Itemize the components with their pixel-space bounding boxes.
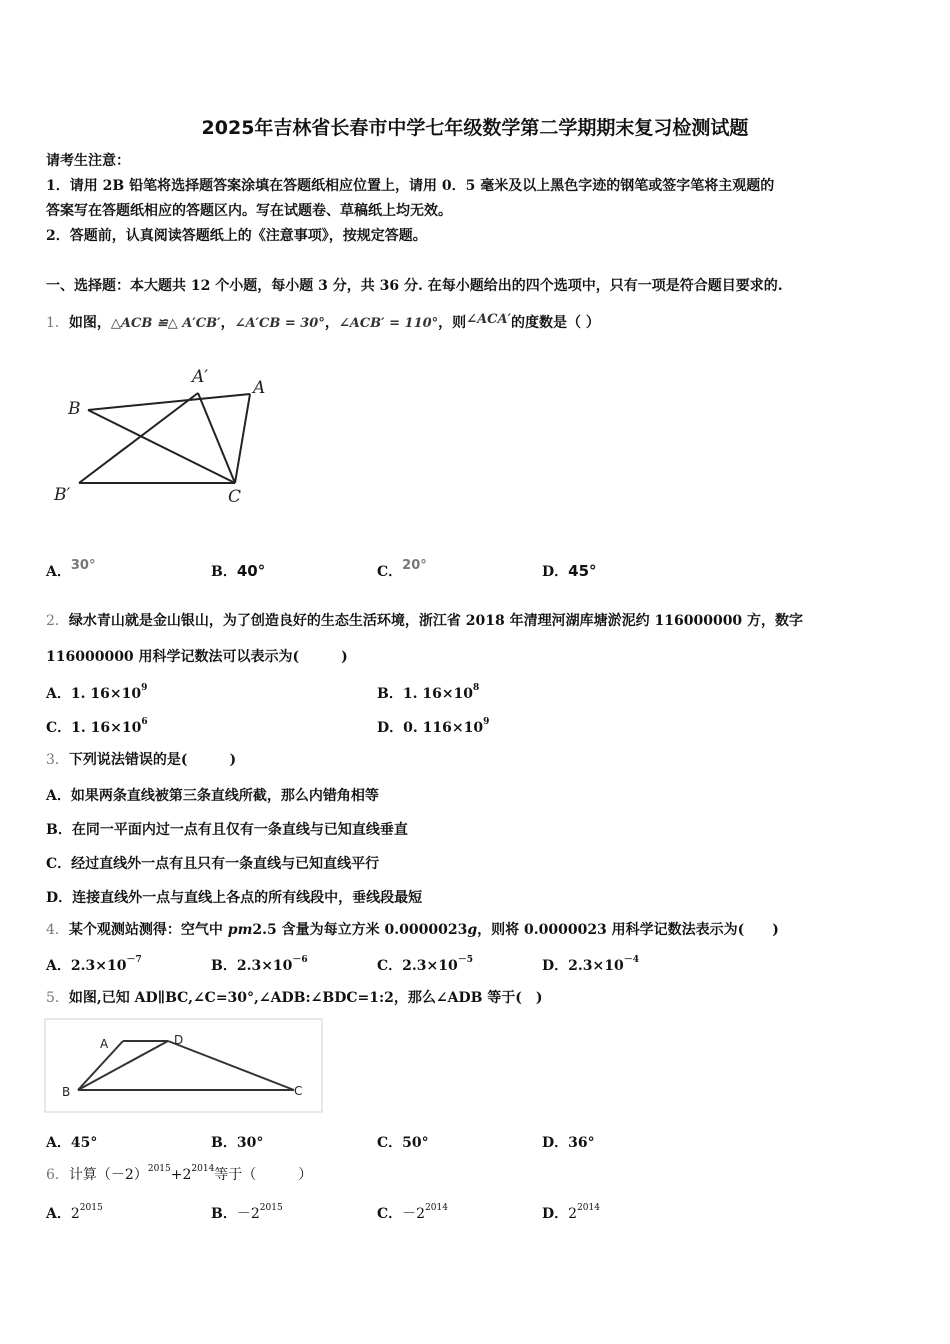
notice-line-1b: 答案写在答题纸相应的答题区内。写在试题卷、草稿纸上均无效。: [46, 203, 452, 219]
question-5: 5．如图,已知 AD∥BC,∠C=30°,∠ADB:∠BDC=1:2，那么∠ADB 等于( ): [46, 990, 543, 1006]
q3-option-b[interactable]: B．在同一平面内过一点有且仅有一条直线与已知直线垂直: [46, 822, 408, 838]
q5-trapezoid-figure: [44, 1018, 324, 1114]
q1-option-c[interactable]: C．20°: [377, 558, 427, 580]
notice-heading: 请考生注意：: [46, 153, 130, 169]
notice-line-1a: 1．请用 2B 铅笔将选择题答案涂填在答题纸相应位置上，请用 0．5 毫米及以上黑色字迹的钢笔或签字笔将主观题的: [46, 178, 775, 194]
q4-option-c[interactable]: C．$2.3\times 10^{-5}$: [377, 955, 473, 974]
q1-option-d[interactable]: D．45°: [542, 562, 597, 580]
question-number: 2．: [46, 613, 69, 629]
q6-option-a[interactable]: A．$2^{2015}$: [46, 1203, 103, 1222]
label-c: C: [294, 1084, 303, 1098]
question-2-line-1: 2．绿水青山就是金山银山，为了创造良好的生态生活环境，浙江省 2018 年清理河湖库塘淤泥约 116000000 方，数字: [46, 613, 804, 629]
q2-option-b[interactable]: B．1. $16\times 10^8$: [377, 683, 480, 702]
label-d: D: [174, 1033, 184, 1047]
label-b-prime: B′: [54, 485, 71, 505]
page-title: 2025年吉林省长春市中学七年级数学第二学期期末复习检测试题: [201, 117, 749, 139]
q3-option-d[interactable]: D．连接直线外一点与直线上各点的所有线段中，垂线段最短: [46, 890, 423, 906]
q5-option-b[interactable]: B．30°: [211, 1135, 264, 1151]
label-a: A: [253, 378, 266, 398]
question-1: 1．如图，△ACB ≌△ A′CB′，∠A′CB = 30°，∠ACB′ = 110°，则∠ACA′的度数是（ ）: [46, 312, 600, 331]
q6-option-b[interactable]: B．$-2^{2015}$: [211, 1203, 283, 1222]
q6-option-d[interactable]: D．$2^{2014}$: [542, 1203, 600, 1222]
q5-option-d[interactable]: D．36°: [542, 1135, 595, 1151]
label-c: C: [228, 487, 242, 507]
question-number: 5．: [46, 990, 69, 1006]
q5-option-a[interactable]: A．45°: [46, 1135, 98, 1151]
label-b: B: [68, 399, 81, 419]
q6-option-c[interactable]: C．$-2^{2014}$: [377, 1203, 448, 1222]
label-a: A: [100, 1037, 109, 1051]
question-4: 4．某个观测站测得：空气中 pm2.5 含量为每立方米 0.0000023g，则将 0.0000023 用科学记数法表示为( ): [46, 922, 779, 938]
q2-option-c[interactable]: C．1. $16\times 10^6$: [46, 717, 148, 736]
question-6: 6．计算$(-2)^{2015}+2^{2014}$等于（ ）: [46, 1164, 313, 1183]
q2-option-a[interactable]: A．1. $16\times 10^9$: [46, 683, 148, 702]
q1-triangle-figure: [50, 360, 280, 510]
section-heading: 一、选择题：本大题共 12 个小题，每小题 3 分，共 36 分. 在每小题给出的四个选项中，只有一项是符合题目要求的.: [46, 278, 783, 294]
question-number: 3．: [46, 752, 69, 768]
q2-option-d[interactable]: D．0. $116\times 10^9$: [377, 717, 490, 736]
q4-option-b[interactable]: B．$2.3\times 10^{-6}$: [211, 955, 308, 974]
question-number: 1．: [46, 315, 69, 331]
question-2-line-2: 116000000 用科学记数法可以表示为( ): [46, 649, 348, 665]
label-b: B: [62, 1085, 71, 1099]
q4-option-a[interactable]: A．$2.3\times 10^{-7}$: [46, 955, 142, 974]
label-a-prime: A′: [192, 367, 209, 387]
notice-line-2: 2．答题前，认真阅读答题纸上的《注意事项》，按规定答题。: [46, 228, 427, 244]
formula-angle-2: ∠ACB′ = 110°: [338, 316, 439, 331]
formula-congruent: △ACB ≌△ A′CB′: [110, 316, 221, 331]
q1-option-b[interactable]: B．40°: [211, 562, 266, 580]
formula-angle-1: ∠A′CB = 30°: [234, 316, 325, 331]
q3-option-c[interactable]: C．经过直线外一点有且只有一条直线与已知直线平行: [46, 856, 380, 872]
question-number: 4．: [46, 922, 69, 938]
question-number: 6．: [46, 1167, 69, 1183]
q5-option-c[interactable]: C．50°: [377, 1135, 429, 1151]
q4-option-d[interactable]: D．$2.3\times 10^{-4}$: [542, 955, 639, 974]
formula-angle-3: ∠ACA′: [466, 312, 512, 327]
question-3: 3．下列说法错误的是( ): [46, 752, 237, 768]
q1-option-a[interactable]: A．30°: [46, 558, 96, 580]
q3-option-a[interactable]: A．如果两条直线被第三条直线所截，那么内错角相等: [46, 788, 379, 804]
